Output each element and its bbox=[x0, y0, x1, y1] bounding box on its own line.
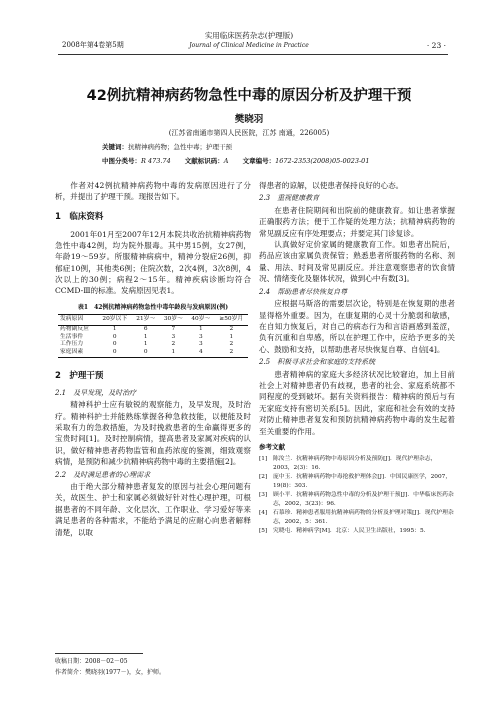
section-2-2-heading: 2.2 及时满足患者的心理需求 bbox=[55, 470, 151, 479]
reference-text: 究晓屯．精神病学[M]．北京：人民卫生出版社，1995：5. bbox=[273, 527, 426, 534]
reference-number: [5] bbox=[259, 527, 268, 534]
article-title: 42例抗精神病药物急性中毒的原因分析及护理干预 bbox=[86, 88, 412, 104]
doc-code-label: 文献标识码： bbox=[184, 157, 224, 165]
table-cell: 2 bbox=[171, 341, 176, 348]
reference-number: [1] bbox=[259, 455, 268, 462]
right-column bbox=[259, 180, 455, 536]
table-cell: 6 bbox=[143, 325, 148, 332]
journal-name bbox=[0, 30, 498, 50]
table-cell: 1 bbox=[160, 349, 188, 357]
table-cell: 3 bbox=[198, 333, 203, 340]
reference-item bbox=[259, 527, 455, 536]
section-2-5-paragraph: 患者精神病的家庭大多经济状况比较窘迫，加上目前社会上对精神患者仍有歧视，患者的社会、家庭系统都不同程度的受到破坏。据有关资料报告：精神病的预后与有无家庭支持有密切关系[5]。因此，家庭和社会有效的支持对防止精神患者复发和预防抗精神病药物中毒的发生起着至关重要的作用。 bbox=[259, 369, 455, 436]
doc-code-value: A bbox=[223, 157, 229, 165]
author-affiliation: (江苏省南通市第四人民医院，江苏 南通，226005) bbox=[168, 129, 330, 137]
clc-value: R 473.74 bbox=[141, 157, 171, 165]
section-2-4-paragraph: 应根据马斯洛的需要层次论，特别是在恢复期的患者显得格外重要。因为，在康复期的心灵十分脆弱和敏感，在自知力恢复后，对自己的病态行为和言语画感到羞涩，负有沉重和自卑感，所以在护理工作中，应给予更多的关心、鼓励和支持，以帮助患者尽快恢复自尊、自信[4]。 bbox=[259, 299, 455, 354]
reference-text: 庞中玉．抗精神病药物中毒抢救护理体会[J]．中国民康医学，2007，19(8)：303. bbox=[273, 473, 452, 489]
table-caption: 表1 42例抗精神病药物急性中毒年龄段与发病原因(例) bbox=[77, 303, 229, 311]
article-no-label: 文章编号： bbox=[242, 157, 276, 165]
reference-text: 石慕珍．精神患者服用抗精神病药物的分析及护理对策[J]．现代护理杂志，2002，5：361. bbox=[273, 509, 454, 525]
section-2-3-paragraph-2: 认真做好定价家属的健康教育工作。如患者出院后，药品应该由家属负责保管；熟悉患者所服药物的名称、剂量、用法、时间及常见副反应。并注意观察患者的饮食情况、情绪变化及躯体状况，做到心中有数[3]。 bbox=[259, 240, 455, 284]
table-cell: 0 bbox=[112, 341, 117, 348]
table-header-cell: 21岁～ bbox=[132, 314, 160, 325]
section-1-heading: 1 临床资料 bbox=[55, 211, 104, 222]
clc-group bbox=[102, 157, 171, 165]
journal-name-cn: 实用临床医药杂志(护理版) bbox=[204, 31, 294, 40]
header-rule bbox=[58, 54, 448, 55]
section-2-5-heading: 2.5 积极寻求社会和家庭的支持系统 bbox=[259, 358, 376, 367]
reference-item bbox=[259, 491, 455, 509]
table-header-cell: 20岁以下 bbox=[98, 314, 132, 325]
table-cell: 0 bbox=[98, 349, 132, 357]
continued-paragraph: 得患者的谅解，以使患者保持良好的心态。 bbox=[259, 181, 404, 190]
table-cell: 1 bbox=[229, 333, 234, 340]
table-cell: 3 bbox=[171, 333, 176, 340]
table-row bbox=[58, 349, 248, 357]
age-cause-table bbox=[58, 314, 248, 358]
table-cell: 1 bbox=[112, 325, 117, 332]
section-2-4-heading: 2.4 帮助患者尽快恢复自尊 bbox=[259, 287, 348, 296]
table-cell: 3 bbox=[198, 341, 203, 348]
footnote-rule bbox=[55, 653, 143, 654]
table-header-cell: 发病原因 bbox=[58, 314, 98, 325]
table-row bbox=[58, 325, 248, 333]
table-cell: 1 bbox=[143, 333, 148, 340]
reference-item bbox=[259, 455, 455, 473]
references-heading: 参考文献 bbox=[259, 442, 285, 451]
reference-item bbox=[259, 473, 455, 491]
section-2-1-paragraph: 精神科护士应有敏锐的观察能力，及早发现，及时治疗。精神科护士并能熟练掌握各种急救技能，以便能及时采取有力的急救措施，为及时挽救患者的生命赢得更多的宝贵时间[1]。及时控制病情，提高患者及家属对疾病的认识，做好精神患者药物监管和血药浓度的鉴测，细致观察病情，是预防和减少抗精神病药物中毒的主要措施[2]。 bbox=[55, 400, 251, 467]
table-cell: 2 bbox=[229, 325, 234, 332]
reference-text: 陈汝兰．抗精神病药物中毒原因分析及预防[J]．现代护理杂志，2003，2(3)：16. bbox=[273, 455, 437, 471]
table-cell: 7 bbox=[171, 325, 176, 332]
table-cell: 生活事件 bbox=[60, 333, 84, 340]
section-2-1-heading: 2.1 及早发现，及时治疗 bbox=[55, 388, 137, 397]
issue-info: 2008年第4卷第5期 bbox=[62, 41, 124, 49]
reference-item bbox=[259, 509, 455, 527]
article-no-value: 1672-2353(2008)05-0023-01 bbox=[275, 157, 370, 165]
article-no-group bbox=[243, 157, 370, 165]
keywords-label: 关键词： bbox=[102, 143, 128, 151]
table-cell: 0 bbox=[112, 333, 117, 340]
table-header-cell: ≥50岁月 bbox=[215, 314, 248, 325]
section-2-3-paragraph-1: 在患者住院期间和出院前的健康教育。如让患者掌握正确服药方法；便于工作疑的处理方法；抗精神病药物的常见副反应有序处理要点；并要定其门诊复诊。 bbox=[259, 205, 455, 238]
author-name: 樊晓羽 bbox=[234, 114, 264, 125]
reference-number: [3] bbox=[259, 491, 268, 498]
table-cell: 2 bbox=[229, 341, 234, 348]
reference-number: [2] bbox=[259, 473, 268, 480]
table-header-cell: 40岁～ bbox=[187, 314, 215, 325]
table-header-row bbox=[58, 314, 248, 325]
table-row bbox=[58, 341, 248, 349]
table-cell: 1 bbox=[143, 341, 148, 348]
table-cell: 工作压力 bbox=[60, 341, 84, 348]
classification-line bbox=[102, 157, 381, 167]
section-2-heading: 2 护理干预 bbox=[55, 370, 104, 381]
clinical-data-paragraph: 2001年01月至2007年12月本院共收治抗精神病药物急性中毒42例，均为院外服毒。其中男15例，女27例，年龄19～59岁。所服精神病病中，精神分裂症26例，抑郁症10例，其他类6例；住院次数，2次4例，3次8例，4次以上的30例；病程2～15年。精神疾病诊断均符合CCMD-Ⅲ的标准。发病原因见表1。 bbox=[55, 229, 251, 296]
doc-code-group bbox=[185, 157, 229, 165]
table-cell: 2 bbox=[215, 349, 248, 357]
table-cell: 1 bbox=[198, 325, 203, 332]
reference-number: [4] bbox=[259, 509, 268, 516]
keywords-text: 抗精神病药物；急性中毒；护理干预 bbox=[128, 143, 232, 151]
section-2-2-paragraph: 由于绝大部分精神患者复发的原因与社会心理问题有关，故医生、护士和家属必须做好针对性心理护理，可根据患者的不同年龄、文化层次、工作职业、学习爱好等来满足患者的各种需求，不能给予满足的应耐心向患者解释清楚，以取 bbox=[55, 482, 251, 537]
table-cell: 药物副反应 bbox=[60, 325, 89, 332]
received-date: 收稿日期：2008－02－05 bbox=[55, 658, 128, 665]
section-2-3-heading: 2.3 重视健康教育 bbox=[259, 194, 320, 203]
page-number: · 23 · bbox=[426, 41, 446, 50]
table-cell: 4 bbox=[187, 349, 215, 357]
author-bio: 作者简介：樊晓羽(1977－)，女，护师。 bbox=[55, 669, 165, 676]
left-column bbox=[55, 180, 251, 538]
reference-text: 顾小平．抗精神病药物急性中毒的分析及护理干预[J]．中华临床医药杂志，2002，3(23)：96. bbox=[273, 491, 454, 507]
table-cell: 家庭因素 bbox=[58, 349, 98, 357]
table-header-cell: 30岁～ bbox=[160, 314, 188, 325]
journal-name-en: Journal of Clinical Medicine in Practice bbox=[189, 42, 309, 50]
clc-label: 中图分类号： bbox=[102, 157, 141, 165]
table-row bbox=[58, 334, 248, 342]
table-cell: 0 bbox=[132, 349, 160, 357]
keywords-line bbox=[102, 143, 232, 153]
intro-paragraph: 作者对42例抗精神病药物中毒的发病原因进行了分析，并提出了护理干预。现报告如下。 bbox=[55, 181, 251, 202]
